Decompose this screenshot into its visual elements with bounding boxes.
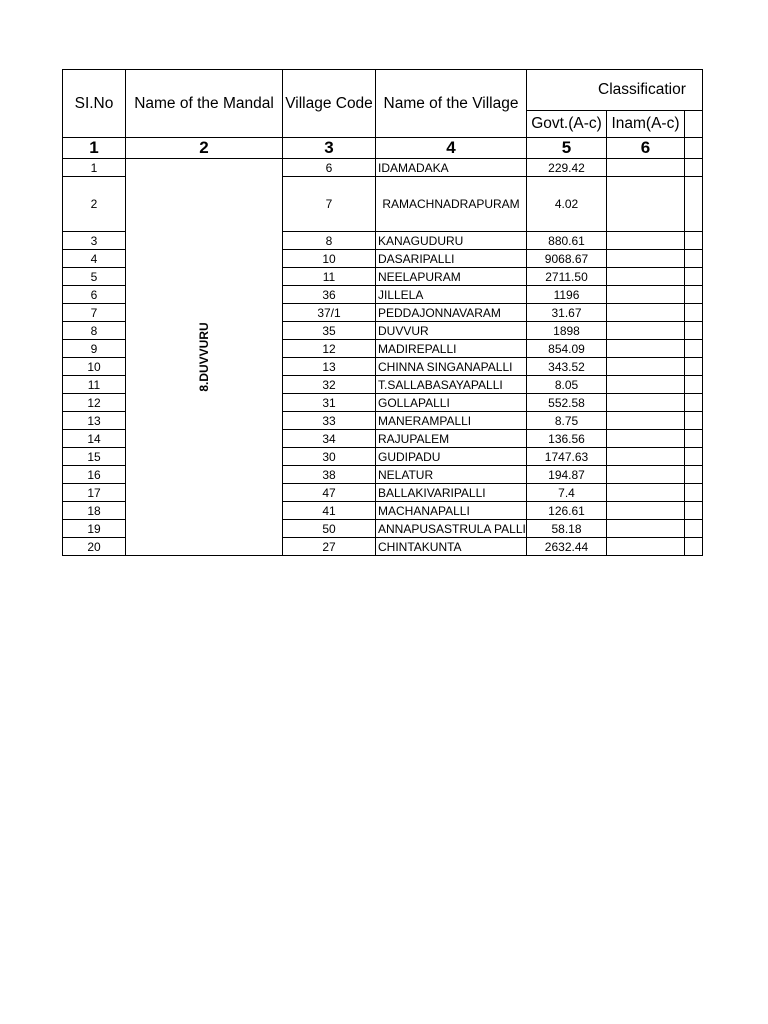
table-row (63, 159, 703, 177)
govt-area-cell[interactable]: 1747.63 (527, 448, 607, 466)
village-name-cell[interactable]: BALLAKIVARIPALLI (376, 484, 527, 502)
empty-cell[interactable] (685, 286, 703, 304)
column-number-cell[interactable]: 1 (63, 138, 126, 159)
inam-area-cell[interactable] (607, 394, 685, 412)
village-code-cell[interactable]: 34 (283, 430, 376, 448)
village-code-cell[interactable]: 41 (283, 502, 376, 520)
sl-no-cell[interactable]: 4 (63, 250, 126, 268)
empty-cell[interactable] (685, 177, 703, 232)
village-name-cell[interactable]: RAJUPALEM (376, 430, 527, 448)
govt-area-cell[interactable]: 7.4 (527, 484, 607, 502)
village-name-cell[interactable]: GOLLAPALLI (376, 394, 527, 412)
sl-no-cell[interactable]: 19 (63, 520, 126, 538)
empty-cell[interactable] (685, 430, 703, 448)
govt-area-cell[interactable]: 1196 (527, 286, 607, 304)
inam-area-cell[interactable] (607, 538, 685, 556)
sl-no-cell[interactable]: 15 (63, 448, 126, 466)
empty-cell[interactable] (685, 484, 703, 502)
village-code-cell[interactable]: 38 (283, 466, 376, 484)
inam-area-cell[interactable] (607, 232, 685, 250)
village-code-cell[interactable]: 37/1 (283, 304, 376, 322)
column-number-cell[interactable]: 2 (126, 138, 283, 159)
govt-area-cell[interactable]: 2711.50 (527, 268, 607, 286)
govt-area-cell[interactable]: 9068.67 (527, 250, 607, 268)
govt-area-cell[interactable]: 880.61 (527, 232, 607, 250)
govt-area-cell[interactable]: 126.61 (527, 502, 607, 520)
inam-area-cell[interactable] (607, 412, 685, 430)
village-name-cell[interactable]: GUDIPADU (376, 448, 527, 466)
inam-area-cell[interactable] (607, 322, 685, 340)
sl-no-cell[interactable]: 5 (63, 268, 126, 286)
village-code-cell[interactable]: 12 (283, 340, 376, 358)
sl-no-cell[interactable]: 11 (63, 376, 126, 394)
sl-no-cell[interactable]: 10 (63, 358, 126, 376)
empty-cell[interactable] (685, 466, 703, 484)
empty-cell[interactable] (685, 304, 703, 322)
empty-cell[interactable] (685, 358, 703, 376)
village-code-cell[interactable]: 6 (283, 159, 376, 177)
village-name-cell[interactable]: MADIREPALLI (376, 340, 527, 358)
sl-no-cell[interactable]: 8 (63, 322, 126, 340)
inam-area-cell[interactable] (607, 177, 685, 232)
inam-area-cell[interactable] (607, 250, 685, 268)
sl-no-cell[interactable]: 9 (63, 340, 126, 358)
village-name-cell[interactable]: KANAGUDURU (376, 232, 527, 250)
village-code-cell[interactable]: 13 (283, 358, 376, 376)
inam-area-cell[interactable] (607, 268, 685, 286)
govt-area-cell[interactable]: 229.42 (527, 159, 607, 177)
inam-area-cell[interactable] (607, 286, 685, 304)
empty-cell[interactable] (685, 448, 703, 466)
column-number-cell[interactable]: 3 (283, 138, 376, 159)
header-village-name[interactable]: Name of the Village (376, 70, 527, 138)
govt-area-cell[interactable]: 4.02 (527, 177, 607, 232)
inam-area-cell[interactable] (607, 376, 685, 394)
mandal-name-cell[interactable] (126, 159, 283, 556)
govt-area-cell[interactable]: 194.87 (527, 466, 607, 484)
govt-area-cell[interactable]: 854.09 (527, 340, 607, 358)
header-inam[interactable]: Inam(A-c) (607, 111, 685, 138)
village-code-cell[interactable]: 32 (283, 376, 376, 394)
empty-cell[interactable] (685, 520, 703, 538)
village-name-cell[interactable]: RAMACHNADRAPURAM (376, 177, 527, 232)
header-classification[interactable]: Classificatior (527, 70, 703, 111)
empty-cell[interactable] (685, 250, 703, 268)
empty-cell[interactable] (685, 138, 703, 159)
village-name-cell[interactable]: NELATUR (376, 466, 527, 484)
village-code-cell[interactable]: 8 (283, 232, 376, 250)
govt-area-cell[interactable]: 552.58 (527, 394, 607, 412)
empty-cell[interactable] (685, 159, 703, 177)
empty-cell[interactable] (685, 232, 703, 250)
inam-area-cell[interactable] (607, 159, 685, 177)
sl-no-cell[interactable]: 14 (63, 430, 126, 448)
empty-cell[interactable] (685, 340, 703, 358)
govt-area-cell[interactable]: 8.75 (527, 412, 607, 430)
empty-cell[interactable] (685, 394, 703, 412)
govt-area-cell[interactable]: 8.05 (527, 376, 607, 394)
village-name-cell[interactable]: NEELAPURAM (376, 268, 527, 286)
sl-no-cell[interactable]: 18 (63, 502, 126, 520)
govt-area-cell[interactable]: 2632.44 (527, 538, 607, 556)
govt-area-cell[interactable]: 343.52 (527, 358, 607, 376)
sl-no-cell[interactable]: 1 (63, 159, 126, 177)
village-name-cell[interactable]: CHINNA SINGANAPALLI (376, 358, 527, 376)
village-name-cell[interactable]: IDAMADAKA (376, 159, 527, 177)
govt-area-cell[interactable]: 1898 (527, 322, 607, 340)
village-name-cell[interactable]: DASARIPALLI (376, 250, 527, 268)
empty-cell[interactable] (685, 111, 703, 138)
column-number-cell[interactable]: 5 (527, 138, 607, 159)
sl-no-cell[interactable]: 13 (63, 412, 126, 430)
inam-area-cell[interactable] (607, 430, 685, 448)
village-code-cell[interactable]: 36 (283, 286, 376, 304)
header-sl-no[interactable]: SI.No (63, 70, 126, 138)
sl-no-cell[interactable]: 6 (63, 286, 126, 304)
village-name-cell[interactable]: JILLELA (376, 286, 527, 304)
inam-area-cell[interactable] (607, 484, 685, 502)
village-code-cell[interactable]: 50 (283, 520, 376, 538)
sl-no-cell[interactable]: 20 (63, 538, 126, 556)
inam-area-cell[interactable] (607, 520, 685, 538)
sl-no-cell[interactable]: 3 (63, 232, 126, 250)
inam-area-cell[interactable] (607, 358, 685, 376)
sl-no-cell[interactable]: 17 (63, 484, 126, 502)
inam-area-cell[interactable] (607, 466, 685, 484)
govt-area-cell[interactable]: 58.18 (527, 520, 607, 538)
header-village-code[interactable]: Village Code (283, 70, 376, 138)
inam-area-cell[interactable] (607, 304, 685, 322)
empty-cell[interactable] (685, 376, 703, 394)
village-name-cell[interactable]: DUVVUR (376, 322, 527, 340)
header-mandal-name[interactable]: Name of the Mandal (126, 70, 283, 138)
village-name-cell[interactable]: MACHANAPALLI (376, 502, 527, 520)
village-code-cell[interactable]: 10 (283, 250, 376, 268)
empty-cell[interactable] (685, 412, 703, 430)
village-code-cell[interactable]: 35 (283, 322, 376, 340)
village-name-cell[interactable]: ANNAPUSASTRULA PALLI (376, 520, 527, 538)
village-classification-table (62, 69, 703, 556)
column-number-cell[interactable]: 6 (607, 138, 685, 159)
spreadsheet-area (62, 69, 686, 554)
empty-cell[interactable] (685, 538, 703, 556)
village-code-cell[interactable]: 11 (283, 268, 376, 286)
village-code-cell[interactable]: 7 (283, 177, 376, 232)
header-govt[interactable]: Govt.(A-c) (527, 111, 607, 138)
empty-cell[interactable] (685, 322, 703, 340)
inam-area-cell[interactable] (607, 340, 685, 358)
village-code-cell[interactable]: 47 (283, 484, 376, 502)
column-number-cell[interactable]: 4 (376, 138, 527, 159)
village-name-cell[interactable]: T.SALLABASAYAPALLI (376, 376, 527, 394)
village-name-cell[interactable]: CHINTAKUNTA (376, 538, 527, 556)
sl-no-cell[interactable]: 12 (63, 394, 126, 412)
sl-no-cell[interactable]: 2 (63, 177, 126, 232)
village-code-cell[interactable]: 27 (283, 538, 376, 556)
inam-area-cell[interactable] (607, 448, 685, 466)
village-code-cell[interactable]: 30 (283, 448, 376, 466)
sl-no-cell[interactable]: 16 (63, 466, 126, 484)
mandal-name-label: 8.DUVVURU (197, 322, 211, 392)
empty-cell[interactable] (685, 502, 703, 520)
village-code-cell[interactable]: 31 (283, 394, 376, 412)
govt-area-cell[interactable]: 31.67 (527, 304, 607, 322)
sl-no-cell[interactable]: 7 (63, 304, 126, 322)
empty-cell[interactable] (685, 268, 703, 286)
inam-area-cell[interactable] (607, 502, 685, 520)
village-name-cell[interactable]: MANERAMPALLI (376, 412, 527, 430)
village-name-cell[interactable]: PEDDAJONNAVARAM (376, 304, 527, 322)
village-code-cell[interactable]: 33 (283, 412, 376, 430)
govt-area-cell[interactable]: 136.56 (527, 430, 607, 448)
